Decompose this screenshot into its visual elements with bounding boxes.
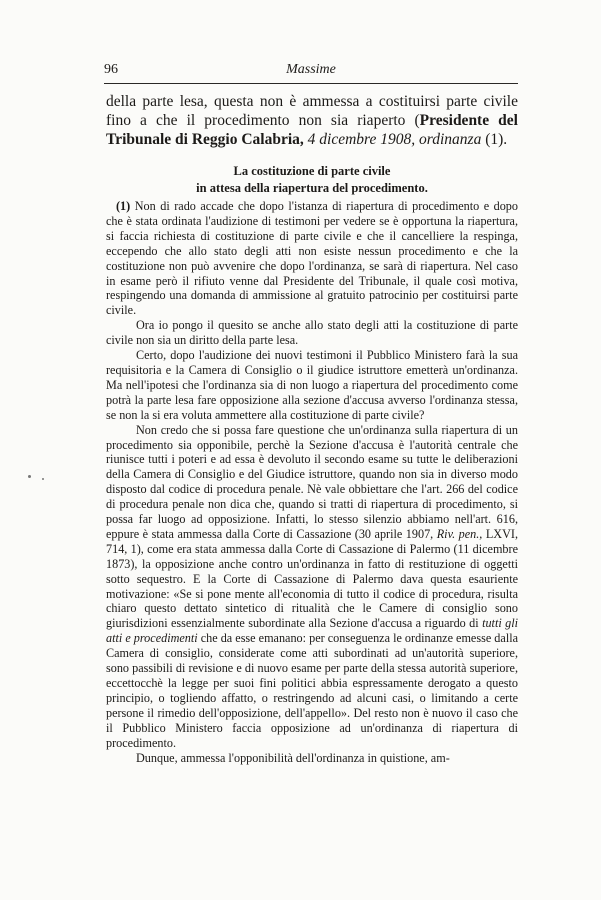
paragraph-3: Certo, dopo l'audizione dei nuovi testimoni il Pubblico Ministero farà la sua requisitoria e la Camera di Consiglio o il giudice istruttore emetterà un'ordinanza. Ma nell'ipotesi che l'ordinanza sia di non luogo a riapertura del procedimento come potrà la parte lesa fare opposizione alla sezione d'accusa avverso l'ordinanza stessa, se non la si era voluta ammettere alla costituzione di parte civile?	[106, 348, 518, 422]
header-rule	[104, 83, 518, 84]
section-heading	[106, 163, 518, 197]
paragraph-1	[106, 199, 518, 318]
paragraph-4-text-b: LXVI, 714, 1), come era stata ammessa dalla Corte di Cassazione di Palermo (11 dicembre 1873), la opposizione anche contro un'ordinanza in fatto di restituzione di oggetti sotto sequestro. E la Corte di Cassazione di Palermo dava questa esauriente motivazione: «Se si pone mente all'economia di tutto il codice di procedura, risulta chiaro questo dettato sintetico di ritualità che le Camere di consiglio sono giurisdizioni essenzialmente subordinate alla Sezione d'accusa a riguardo di	[106, 526, 518, 631]
court-name: Presidente del Tribunale di Reggio Calabria,	[106, 112, 518, 148]
page-number: 96	[104, 62, 118, 77]
running-title: Massime	[286, 62, 336, 77]
heading-line-1: La costituzione di parte civile	[233, 164, 391, 178]
paper-speck	[42, 478, 44, 480]
paragraph-1-text: Non di rado accade che dopo l'istanza di riapertura di procedimento e dopo che è stata ordinata l'audizione di testimoni per vedere se è opportuna la riapertura, si faccia richiesta di costituzione di parte civile e che il cancelliere la respinga, eccependo che allo stato degli atti non esiste nessun procedimento e che la costituzione non può avvenire che dopo l'ordinanza, se sarà di riapertura. Nel caso in esame però il rifiuto venne dal Presidente del Tribunale, il quale così motiva, respingendo una domanda di ammissione al gratuito patrocinio per costituirsi parte civile.	[106, 199, 518, 318]
citation: Riv. pen.,	[436, 526, 483, 541]
heading-line-2: in attesa della riapertura del procedimento.	[196, 181, 428, 195]
lead-footnote-ref: (1).	[481, 131, 508, 148]
note-body	[106, 199, 518, 765]
lead-paragraph	[106, 92, 518, 149]
decision-date: 4 dicembre 1908, ordinanza	[303, 131, 482, 148]
paragraph-4-text-a: Non credo che si possa fare questione che un'ordinanza sulla riapertura di un procedimento sia opponibile, perchè la Sezione d'accusa è l'autorità centrale che riunisce tutti i poteri e ad essa è devoluto il secondo esame su tutte le deliberazioni della Camera di Consiglio e del Giudice istruttore, quando non sia in diverso modo disposto dal codice di procedura penale. Nè vale obbiettare che l'art. 266 del codice di procedura penale non dica che, quando si tratti di riapertura di procedimento, si possa far luogo ad opposizione. Infatti, lo stesso silenzio abbiamo nell'art. 616, eppure è stata ammessa dalla Corte di Cassazione (30 aprile 1907,	[106, 422, 518, 541]
emphasis: tutti gli atti e procedimenti	[106, 616, 518, 646]
paragraph-4	[106, 423, 518, 751]
paragraph-5: Dunque, ammessa l'opponibilità dell'ordinanza in quistione, am-	[136, 750, 450, 765]
paragraph-4-text-c: che da esse emanano: per conseguenza le ordinanze emesse dalla Camera di consiglio, considerate come atti subordinati ad un'autorità superiore, sono passibili di revisione e di nuovo esame per parte della stessa autorità superiore, eccettocchè la legge per suoi fini politici abbia espressamente derogato a questo principio, o togliendo affatto, o restringendo ad alcuni casi, o limitando a certe persone il rimedio dell'opposizione, dell'appello». Del resto non è nuovo il caso che il Pubblico Ministero faccia opposizione ad un'ordinanza di riapertura di procedimento.	[106, 631, 518, 750]
paragraph-2: Ora io pongo il quesito se anche allo stato degli atti la costituzione di parte civile non sia un diritto della parte lesa.	[106, 318, 518, 348]
footnote-marker: (1)	[116, 199, 131, 213]
paper-speck	[28, 475, 31, 478]
running-header	[104, 62, 518, 82]
lead-text: della parte lesa, questa non è ammessa a costituirsi parte civile fino a che il procedimento non sia riaperto (	[106, 93, 518, 129]
